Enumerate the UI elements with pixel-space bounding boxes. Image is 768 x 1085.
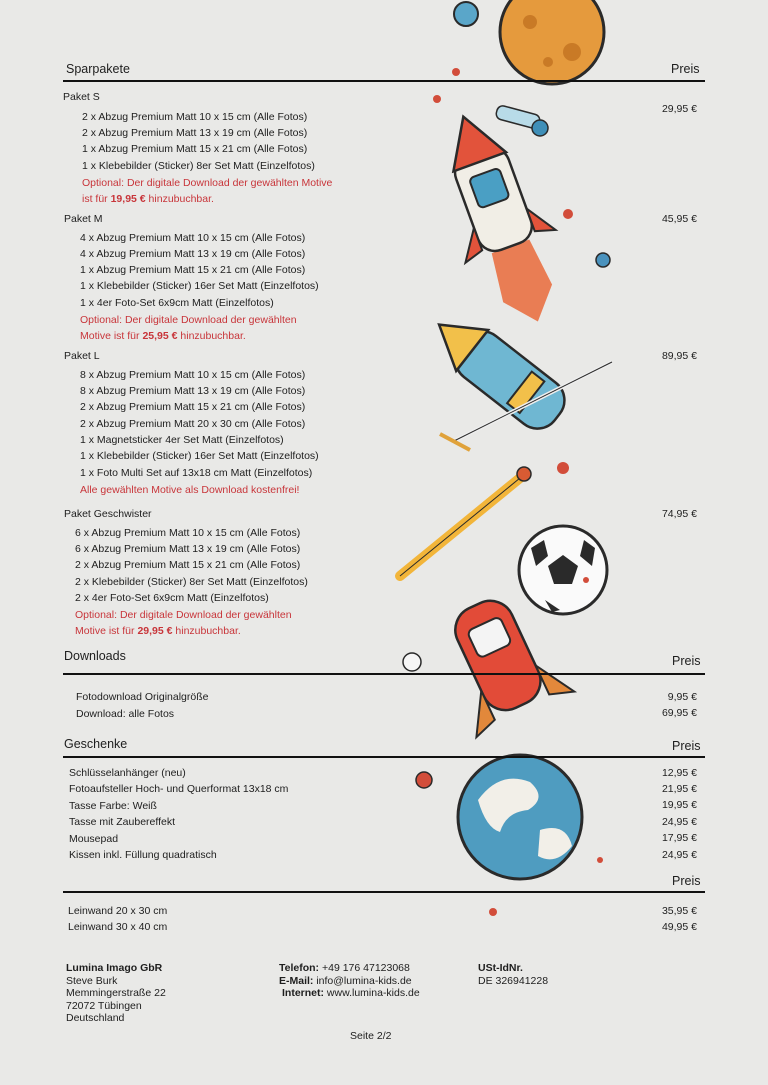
price-column-header: Preis (672, 874, 701, 888)
download-item: Download: alle Fotos (76, 708, 175, 720)
gift-price: 24,95 € (661, 849, 697, 861)
package-note-price-line: Motive ist für 25,95 € hinzubuchbar. (80, 330, 246, 342)
country: Deutschland (66, 1012, 125, 1024)
canvas-price: 49,95 € (661, 921, 697, 933)
package-item: 8 x Abzug Premium Matt 13 x 19 cm (Alle Fotos) (80, 385, 306, 397)
divider-rule (63, 891, 705, 893)
package-name: Paket L (64, 350, 100, 362)
package-name: Paket M (64, 213, 103, 225)
package-item: 6 x Abzug Premium Matt 10 x 15 cm (Alle Fotos) (75, 527, 301, 539)
gift-item: Tasse Farbe: Weiß (69, 800, 157, 812)
package-name: Paket S (63, 91, 100, 103)
package-price: 89,95 € (661, 350, 697, 362)
phone-number: +49 176 47123068 (321, 962, 410, 974)
gift-item: Tasse mit Zaubereffekt (69, 816, 176, 828)
price-column-header: Preis (672, 739, 701, 753)
soccer-ball (519, 526, 607, 614)
phone-line: Telefon: +49 176 47123068 (279, 962, 410, 974)
package-note-price-line: Motive ist für 29,95 € hinzubuchbar. (75, 625, 241, 637)
rocket-top (418, 100, 583, 338)
price-column-header: Preis (671, 62, 700, 76)
city: 72072 Tübingen (66, 999, 142, 1012)
package-item: 1 x 4er Foto-Set 6x9cm Matt (Einzelfotos) (80, 297, 274, 309)
package-item: 2 x Abzug Premium Matt 13 x 19 cm (Alle Fotos) (82, 127, 308, 139)
company-name: Lumina Imago GbR (66, 962, 163, 974)
vat-label: USt-IdNr. (478, 962, 523, 974)
vat-block (478, 962, 548, 987)
street: Memmingerstraße 22 (66, 987, 166, 999)
pencil-drawing (400, 467, 531, 576)
download-price: 9,95 € (667, 691, 697, 703)
package-note: Optional: Der digitale Download der gewählten (75, 609, 292, 621)
package-item: 4 x Abzug Premium Matt 13 x 19 cm (Alle Fotos) (80, 248, 306, 260)
package-item: 2 x Abzug Premium Matt 15 x 21 cm (Alle Fotos) (80, 401, 306, 413)
gift-item: Mousepad (69, 833, 119, 845)
package-item: 2 x Abzug Premium Matt 15 x 21 cm (Alle Fotos) (75, 559, 301, 571)
package-item: 1 x Klebebilder (Sticker) 16er Set Matt (Einzelfotos) (80, 280, 319, 292)
package-price: 29,95 € (661, 103, 697, 115)
package-item: 2 x Abzug Premium Matt 10 x 15 cm (Alle Fotos) (82, 111, 308, 123)
gift-price: 24,95 € (661, 816, 697, 828)
download-item: Fotodownload Originalgröße (76, 691, 209, 703)
price-column-header: Preis (672, 654, 701, 668)
package-note: Optional: Der digitale Download der gewählten Motive (82, 177, 333, 189)
package-item: 2 x 4er Foto-Set 6x9cm Matt (Einzelfotos) (75, 592, 269, 604)
website-link[interactable]: www.lumina-kids.de (326, 987, 420, 999)
download-price: 25,95 € (142, 330, 178, 342)
download-price: 19,95 € (110, 193, 146, 205)
package-item: 1 x Foto Multi Set auf 13x18 cm Matt (Einzelfotos) (80, 467, 313, 479)
package-note-price-line: ist für 19,95 € hinzubuchbar. (82, 193, 214, 205)
small-blue-planet (454, 2, 478, 26)
contact-person: Steve Burk (66, 974, 118, 987)
contact-block (279, 962, 420, 1000)
gift-price: 12,95 € (661, 767, 697, 779)
package-item: 2 x Abzug Premium Matt 20 x 30 cm (Alle Fotos) (80, 418, 306, 430)
package-note: Optional: Der digitale Download der gewählten (80, 314, 297, 326)
package-price: 74,95 € (661, 508, 697, 520)
gift-price: 17,95 € (661, 832, 697, 844)
web-line: Internet: www.lumina-kids.de (282, 987, 420, 999)
package-item: 1 x Klebebilder (Sticker) 8er Set Matt (Einzelfotos) (82, 160, 315, 172)
orange-planet (500, 0, 604, 84)
canvas-item: Leinwand 20 x 30 cm (68, 905, 168, 917)
gift-price: 21,95 € (661, 783, 697, 795)
package-item: 1 x Magnetsticker 4er Set Matt (Einzelfotos) (80, 434, 284, 446)
gift-item: Schlüsselanhänger (neu) (69, 767, 186, 779)
package-note: Alle gewählten Motive als Download kostenfrei! (80, 484, 300, 496)
section-title-downloads: Downloads (64, 649, 126, 663)
package-name: Paket Geschwister (64, 508, 152, 520)
gift-price: 19,95 € (661, 799, 697, 811)
email-link[interactable]: info@lumina-kids.de (316, 974, 412, 987)
package-price: 45,95 € (661, 213, 697, 225)
package-item: 1 x Abzug Premium Matt 15 x 21 cm (Alle Fotos) (80, 264, 306, 276)
download-price: 69,95 € (661, 707, 697, 719)
package-item: 8 x Abzug Premium Matt 10 x 15 cm (Alle Fotos) (80, 369, 306, 381)
divider-rule (63, 756, 705, 758)
gift-item: Kissen inkl. Füllung quadratisch (69, 849, 217, 861)
divider-rule (63, 80, 705, 82)
divider-rule (63, 673, 705, 675)
page-number: Seite 2/2 (350, 1030, 392, 1042)
canvas-price: 35,95 € (661, 905, 697, 917)
email-line: E-Mail: info@lumina-kids.de (279, 974, 412, 987)
download-price: 29,95 € (137, 625, 173, 637)
canvas-item: Leinwand 30 x 40 cm (68, 921, 168, 933)
package-item: 1 x Abzug Premium Matt 15 x 21 cm (Alle Fotos) (82, 143, 308, 155)
package-item: 1 x Klebebilder (Sticker) 16er Set Matt (Einzelfotos) (80, 450, 319, 462)
section-title-geschenke: Geschenke (64, 737, 128, 751)
gift-item: Fotoaufsteller Hoch- und Querformat 13x18 cm (69, 783, 289, 795)
section-title-sparpakete: Sparpakete (66, 62, 130, 76)
earth-planet (458, 755, 582, 879)
package-item: 6 x Abzug Premium Matt 13 x 19 cm (Alle Fotos) (75, 543, 301, 555)
package-item: 2 x Klebebilder (Sticker) 8er Set Matt (Einzelfotos) (75, 576, 308, 588)
package-item: 4 x Abzug Premium Matt 10 x 15 cm (Alle Fotos) (80, 232, 306, 244)
satellite-drawing (495, 105, 548, 136)
company-address (66, 962, 166, 1025)
vat-number: DE 326941228 (478, 974, 549, 987)
